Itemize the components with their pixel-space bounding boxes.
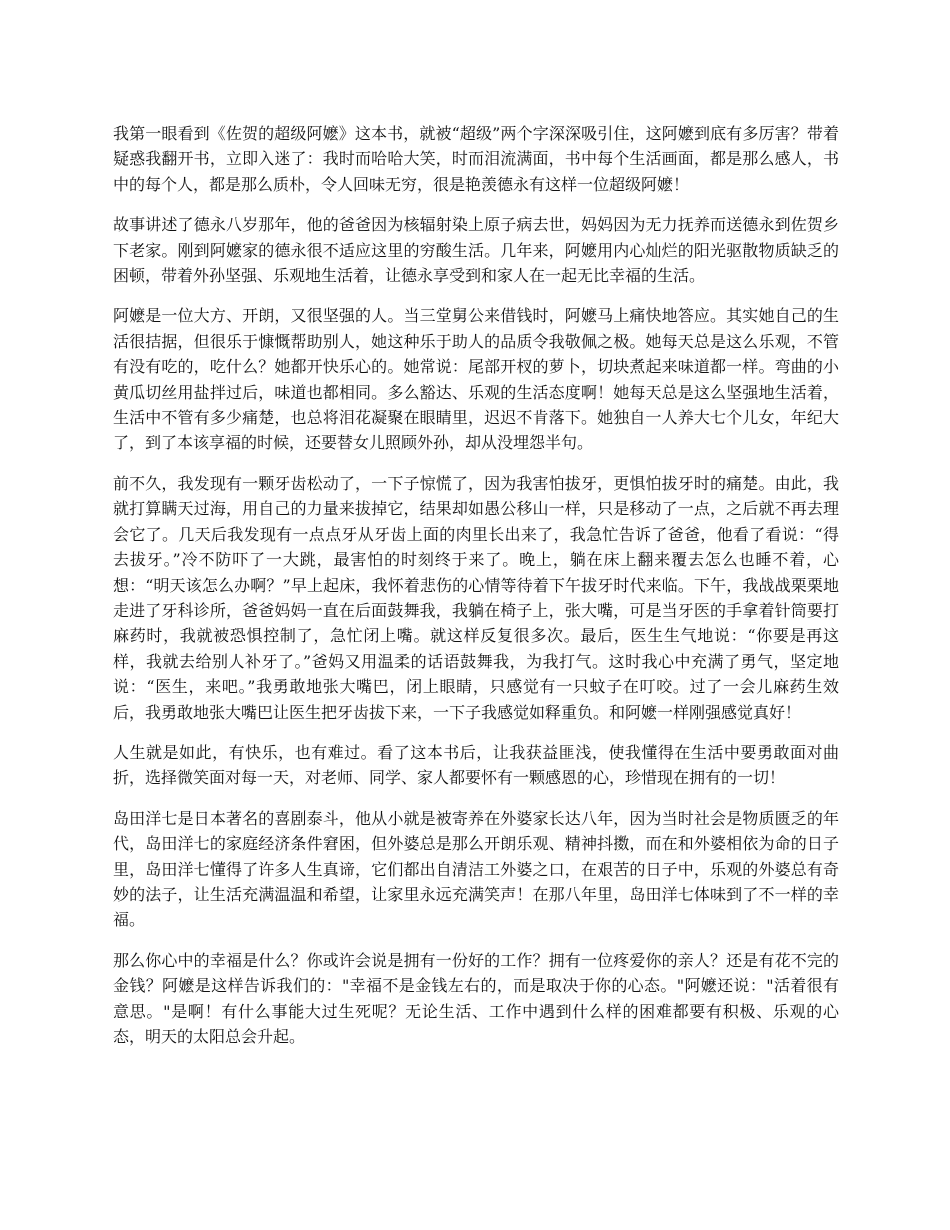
paragraph-3: 阿嬷是一位大方、开朗，又很坚强的人。当三堂舅公来借钱时，阿嬷马上痛快地答应。其实她自己的生活很拮据，但很乐于慷慨帮助别人，她这种乐于助人的品质令我敬佩之极。她每天总是这么乐观，不管有没有吃的，吃什么？她都开快乐心的。她常说：尾部开杈的萝卜，切块煮起来味道都一样。弯曲的小黄瓜切丝用盐拌过后，味道也都相同。多么豁达、乐观的生活态度啊！她每天总是这么坚强地生活着，生活中不管有多少痛楚，也总将泪花凝聚在眼睛里，迟迟不肯落下。她独自一人养大七个儿女，年纪大了，到了本该享福的时候，还要替女儿照顾外孙，却从没埋怨半句。 [113,306,839,453]
paragraph-5: 人生就是如此，有快乐，也有难过。看了这本书后，让我获益匪浅，使我懂得在生活中要勇敢面对曲折，选择微笑面对每一天，对老师、同学、家人都要怀有一颗感恩的心，珍惜现在拥有的一切！ [113,742,839,788]
paragraph-2: 故事讲述了德永八岁那年，他的爸爸因为核辐射染上原子病去世，妈妈因为无力抚养而送德永到佐贺乡下老家。刚到阿嬷家的德永很不适应这里的穷酸生活。几年来，阿嬷用内心灿烂的阳光驱散物质缺乏的困顿，带着外孙坚强、乐观地生活着，让德永享受到和家人在一起无比幸福的生活。 [113,215,839,286]
paragraph-4: 前不久，我发现有一颗牙齿松动了，一下子惊慌了，因为我害怕拔牙，更惧怕拔牙时的痛楚。由此，我就打算瞒天过海，用自己的力量来拔掉它，结果却如愚公移山一样，只是移动了一点，之后就不再去理会它了。几天后我发现有一点点牙从牙齿上面的肉里长出来了，我急忙告诉了爸爸，他看了看说：“得去拔牙。”冷不防吓了一大跳，最害怕的时刻终于来了。晚上，躺在床上翻来覆去怎么也睡不着，心想：“明天该怎么办啊？”早上起床，我怀着悲伤的心情等待着下午拔牙时代来临。下午，我战战栗栗地走进了牙科诊所，爸爸妈妈一直在后面鼓舞我，我躺在椅子上，张大嘴，可是当牙医的手拿着针筒要打麻药时，我就被恐惧控制了，急忙闭上嘴。就这样反复很多次。最后，医生生气地说：“你要是再这样，我就去给别人补牙了。”爸妈又用温柔的话语鼓舞我，为我打气。这时我心中充满了勇气，坚定地说：“医生，来吧。”我勇敢地张大嘴巴，闭上眼睛，只感觉有一只蚊子在叮咬。过了一会儿麻药生效后，我勇敢地张大嘴巴让医生把牙齿拔下来，一下子我感觉如释重负。和阿嬷一样刚强感觉真好！ [113,473,839,722]
paragraph-6: 岛田洋七是日本著名的喜剧泰斗，他从小就是被寄养在外婆家长达八年，因为当时社会是物质匮乏的年代，岛田洋七的家庭经济条件窘困，但外婆总是那么开朗乐观、精神抖擞，而在和外婆相依为命的日子里，岛田洋七懂得了许多人生真谛，它们都出自清洁工外婆之口，在艰苦的日子中，乐观的外婆总有奇妙的法子，让生活充满温温和希望，让家里永远充满笑声！在那八年里，岛田洋七体味到了不一样的幸福。 [113,808,839,930]
paragraph-7: 那么你心中的幸福是什么？你或许会说是拥有一份好的工作？拥有一位疼爱你的亲人？还是有花不完的金钱？阿嬷是这样告诉我们的："幸福不是金钱左右的，而是取决于你的心态。"阿嬷还说："活着很有意思。"是啊！有什么事能大过生死呢？无论生活、工作中遇到什么样的困难都要有积极、乐观的心态，明天的太阳总会升起。 [113,950,839,1046]
paragraph-1: 我第一眼看到《佐贺的超级阿嬷》这本书，就被“超级”两个字深深吸引住，这阿嬷到底有多厉害？带着疑惑我翻开书，立即入迷了：我时而哈哈大笑，时而泪流满面，书中每个生活画面，都是那么感人，书中的每个人，都是那么质朴，令人回味无穷，很是艳羡德永有这样一位超级阿嬷！ [113,124,839,194]
document-body [113,121,839,1064]
